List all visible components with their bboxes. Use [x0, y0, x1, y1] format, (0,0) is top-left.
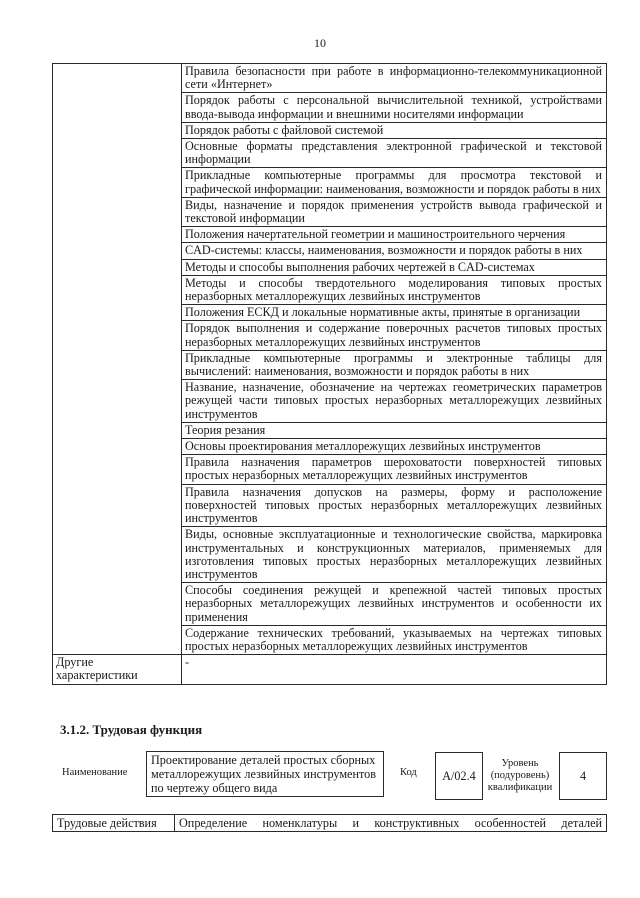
table-row: [53, 64, 607, 93]
knowledge-item: Правила назначения параметров шероховатости поверхностей типовых простых неразборных металлорежущих лезвийных инструментов: [182, 455, 607, 484]
knowledge-item: Методы и способы твердотельного моделирования типовых простых неразборных металлорежущих лезвийных инструментов: [182, 275, 607, 304]
page-number: 10: [314, 36, 326, 50]
knowledge-item: Виды, основные эксплуатационные и технологические свойства, маркировка инструментальных и конструкционных материалов, применяемых для изготовления типовых простых неразборных металлорежущих лезвийных инструментов: [182, 527, 607, 583]
other-characteristics-label: Другие характеристики: [53, 655, 182, 684]
knowledge-item: Прикладные компьютерные программы для просмотра текстовой и графической информации: наименования, возможности и порядок работы в них: [182, 168, 607, 197]
knowledge-item: Виды, назначение и порядок применения устройств вывода графической и текстовой информации: [182, 197, 607, 226]
knowledge-item: Порядок выполнения и содержание поверочных расчетов типовых простых неразборных металлорежущих лезвийных инструментов: [182, 321, 607, 350]
section-heading: 3.1.2. Трудовая функция: [60, 722, 203, 737]
qualification-level-box: 4: [559, 752, 607, 800]
knowledge-item: Теория резания: [182, 422, 607, 438]
required-knowledge-table: [52, 63, 607, 685]
code-label: Код: [400, 767, 417, 778]
required-knowledge-label-cell: [53, 64, 182, 655]
qualification-level-label: Уровень (подуровень) квалификации: [487, 758, 553, 793]
knowledge-item: Правила назначения допусков на размеры, форму и расположение поверхностей типовых простых неразборных металлорежущих лезвийных инструментов: [182, 484, 607, 527]
labor-actions-label: Трудовые действия: [53, 815, 175, 832]
knowledge-item: Название, назначение, обозначение на чертежах геометрических параметров режущей части типовых простых неразборных металлорежущих лезвийных инструментов: [182, 380, 607, 423]
labor-actions-value: Определение номенклатуры и конструктивных особенностей деталей: [175, 815, 607, 832]
knowledge-item: Порядок работы с файловой системой: [182, 122, 607, 138]
knowledge-item: CAD-системы: классы, наименования, возможности и порядок работы в них: [182, 243, 607, 259]
knowledge-item: Содержание технических требований, указываемых на чертежах типовых простых неразборных металлорежущих лезвийных инструментов: [182, 625, 607, 654]
function-name-box: Проектирование деталей простых сборных металлорежущих лезвийных инструментов по чертежу общего вида: [146, 751, 384, 797]
knowledge-item: Положения ЕСКД и локальные нормативные акты, принятые в организации: [182, 305, 607, 321]
knowledge-item: Правила безопасности при работе в информационно-телекоммуникационной сети «Интернет»: [182, 64, 607, 93]
knowledge-item: Методы и способы выполнения рабочих чертежей в CAD-системах: [182, 259, 607, 275]
table-row: [53, 655, 607, 684]
labor-actions-table: [52, 814, 607, 832]
name-label: Наименование: [62, 767, 128, 778]
knowledge-item: Способы соединения режущей и крепежной частей типовых простых неразборных металлорежущих лезвийных инструментов и особенности их применения: [182, 583, 607, 626]
function-code-box: A/02.4: [435, 752, 483, 800]
knowledge-item: Порядок работы с персональной вычислительной техникой, устройствами ввода-вывода информации и внешними носителями информации: [182, 93, 607, 122]
table-row: [53, 815, 607, 832]
knowledge-item: Прикладные компьютерные программы и электронные таблицы для вычислений: наименования, возможности и порядок работы в них: [182, 350, 607, 379]
other-characteristics-value: -: [182, 655, 607, 684]
knowledge-item: Основные форматы представления электронной графической и текстовой информации: [182, 139, 607, 168]
knowledge-item: Положения начертательной геометрии и машиностроительного черчения: [182, 227, 607, 243]
knowledge-item: Основы проектирования металлорежущих лезвийных инструментов: [182, 439, 607, 455]
